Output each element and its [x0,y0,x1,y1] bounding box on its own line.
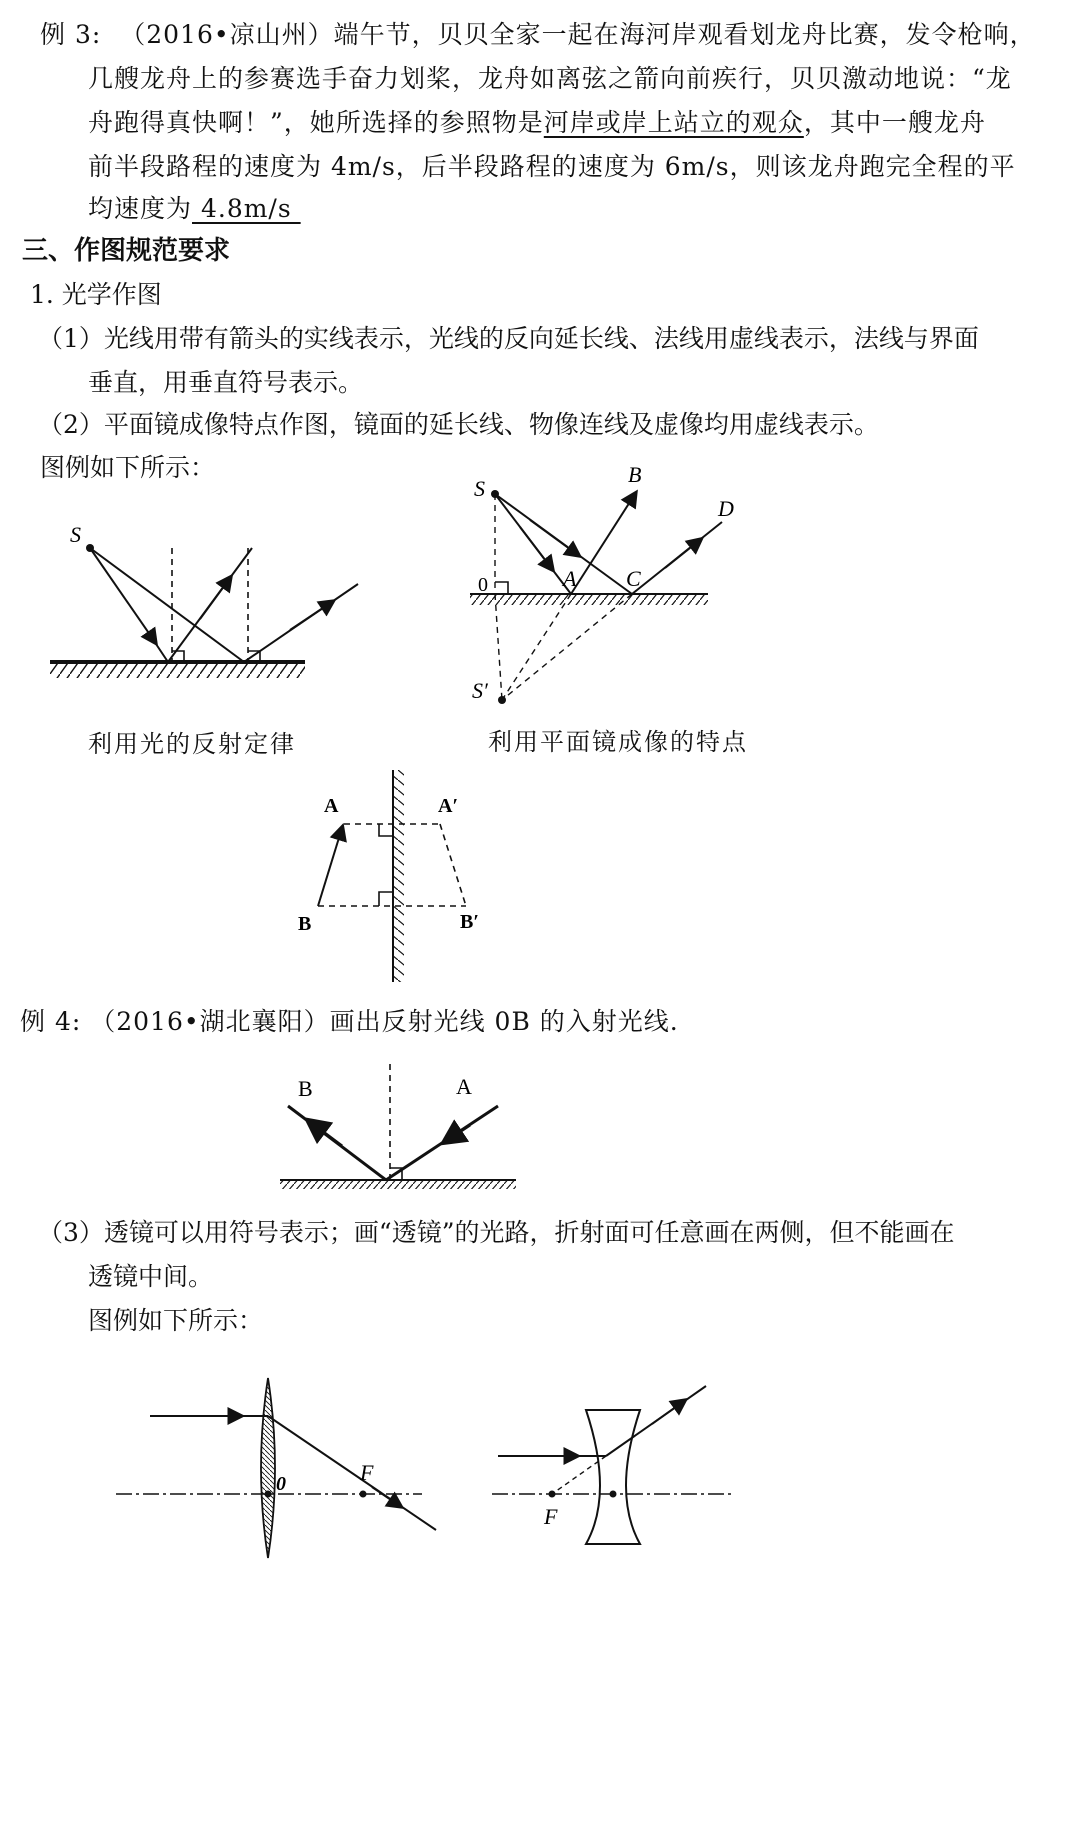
label-s2: S [474,476,485,501]
section3-legend1: 图例如下所示： [40,453,216,482]
vertical-mirror-hatching [394,770,404,982]
example3-line5-pre: 均速度为 [88,194,193,223]
convex-lens-body [261,1378,275,1558]
label-a-prime: A′ [438,795,459,817]
concave-lens-diagram [488,1376,748,1556]
example3-answer-speed: 4.8m/s [192,194,301,223]
example3-line3 [88,106,986,140]
caption-plane-mirror: 利用平面镜成像的特点 [488,728,748,756]
incident-ray-1-tail [152,638,168,662]
label-s-prime: S′ [472,678,488,703]
example4-mirror-hatching [280,1181,516,1189]
example4-text: 例 4: （2016•湖北襄阳）画出反射光线 0B 的入射光线. [20,1007,679,1036]
example3-line3-post: ，其中一艘龙舟 [803,108,986,137]
concave-refracted-ray-arrow [652,1401,684,1424]
right-angle-mark-b [379,892,393,906]
convex-optical-center [265,1491,272,1498]
label-a: A [563,566,577,591]
concave-virtual-extension [552,1456,606,1494]
example3-answer-reference: 河岸或岸上站立的观众 [543,108,804,137]
section3-heading: 三、作图规范要求 [22,236,231,266]
item3-legend: 图例如下所示： [88,1306,264,1335]
label-a-ab: A [324,795,339,817]
item3-line1: （3）透镜可以用符号表示；画“透镜”的光路，折射面可任意画在两侧，但不能画在 [38,1218,955,1247]
image-ab-prime [440,824,466,906]
example3-text1: （2016•凉山州）端午节，贝贝全家一起在海河岸观看划龙舟比赛，发令枪响， [120,20,1036,49]
section3-sub1: 1. 光学作图 [30,280,162,309]
section3-item1-line2: 垂直，用垂直符号表示。 [88,368,364,397]
example4-label-b: B [298,1076,313,1101]
convex-refracted-ray [268,1416,436,1530]
label-c: C [626,566,641,591]
example3-line1 [40,18,1036,52]
object-ab-arrow [318,828,342,906]
reflection-law-diagram [40,520,370,700]
example4-label-a: A [456,1074,472,1099]
ab-mirror-image-diagram [290,770,510,990]
concave-focus-point [549,1491,556,1498]
example3-line4: 前半段路程的速度为 4m/s，后半段路程的速度为 6m/s，则该龙舟跑完全程的平 [88,152,1016,181]
right-angle-mark-3 [495,582,508,594]
reflected-ray-1-arrow [200,578,230,619]
reflected-ray-2-arrow [290,602,332,630]
example3-line3-pre: 舟跑得真快啊！”，她所选择的参照物是 [88,108,544,137]
concave-label-f: F [544,1504,558,1529]
label-o: 0 [478,574,488,596]
section3-item2: （2）平面镜成像特点作图，镜面的延长线、物像连线及虚像均用虚线表示。 [38,410,879,439]
virtual-ray-c [502,594,632,700]
section3-item1-line1: （1）光线用带有箭头的实线表示，光线的反向延长线、法线用虚线表示，法线与界面 [38,324,979,353]
item3-line2: 透镜中间。 [88,1262,214,1291]
label-b-prime: B′ [460,911,479,933]
example3-line5 [88,192,301,226]
incident-ray-2 [90,548,244,662]
reflected-ray-cd-arrow [665,540,700,568]
mirror-hatching-2 [470,595,708,605]
caption-reflection-law: 利用光的反射定律 [88,730,296,758]
concave-optical-center [610,1491,617,1498]
label-s: S [70,522,81,547]
incident-ray-1 [90,548,155,642]
label-d: D [718,496,734,521]
right-angle-mark-a [379,824,393,836]
label-b-ab: B [298,913,312,935]
convex-focus-point [360,1491,367,1498]
example3-label: 例 3: [40,20,102,49]
object-image-connector-lower [495,594,502,700]
label-b: B [628,462,642,487]
convex-label-f: F [360,1460,374,1485]
plane-mirror-image-diagram [460,460,760,710]
concave-lens-body [586,1410,640,1544]
convex-lens-diagram [110,1370,450,1570]
example3-line2: 几艘龙舟上的参赛选手奋力划桨，龙舟如离弦之箭向前疾行，贝贝激动地说：“龙 [88,64,1012,93]
example4-ray-ob-arrow [310,1122,342,1146]
example4-ray-ao [386,1106,498,1180]
virtual-ray-a [502,594,571,700]
example4-diagram [280,1064,540,1204]
example4-ray-ao-arrow [446,1125,470,1141]
convex-label-o: 0 [276,1473,286,1495]
convex-refracted-ray-arrow [372,1487,400,1506]
mirror-hatching [50,664,305,678]
